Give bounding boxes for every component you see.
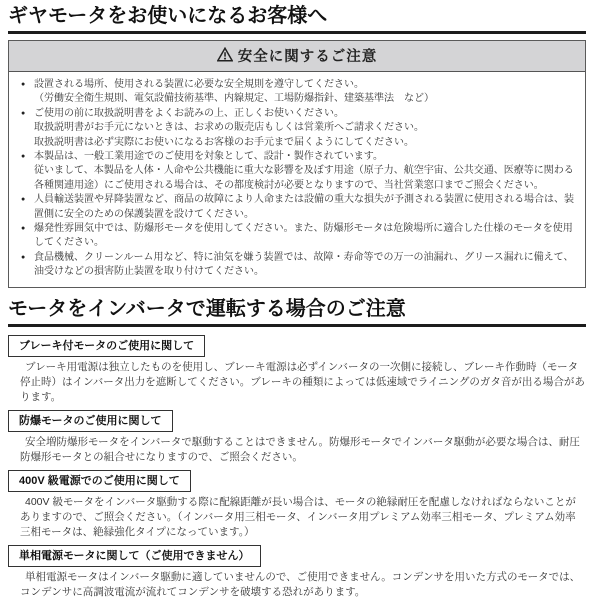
- list-item: [21, 107, 575, 150]
- section-heading: 単相電源モータに関して（ご使用できません）: [8, 545, 261, 568]
- safety-text-line: 食品機械、クリーンルーム用など、特に油気を嫌う装置では、故障・寿命等での万一の油漏れ、グリース漏れに備えて、油受けなどの損害防止装置を取り付けてください。: [34, 251, 574, 278]
- safety-text-line: （労働安全衛生規則、電気設備技術基準、内線規定、工場防爆指針、建築基準法 など）: [34, 93, 434, 105]
- section-body: 400V 級モータをインバータ駆動する際に配線距離が長い場合は、モータの絶縁耐圧を配慮しなければならないことがありますので、ご照会ください。（インバータ用三相モータ、インバータ用プレミアム効率三相モータ、プレミアム効率三相モータは、絶縁強化タイプになっています。）: [20, 496, 576, 538]
- inverter-section-title: モータをインバータで運転する場合のご注意: [8, 297, 586, 327]
- section-body: 単相電源モータはインバータ駆動に適していませんので、ご使用できません。コンデンサを用いた方式のモータでは、コンデンサに高調波電流が流れてコンデンサを破壊する恐れがあります。: [20, 571, 581, 598]
- bullet-icon: ●: [21, 196, 26, 204]
- safety-text-line: ご使用の前に取扱説明書をよくお読みの上、正しくお使いください。: [34, 107, 344, 119]
- safety-notice-box: [8, 40, 586, 288]
- list-item: [21, 251, 575, 280]
- bullet-icon: ●: [21, 225, 26, 233]
- safety-text-line: 爆発性雰囲気中では、防爆形モータを使用してください。また、防爆形モータは危険場所に適合した仕様のモータを使用してください。: [34, 223, 573, 249]
- inverter-sections: [8, 335, 586, 600]
- list-item: [21, 150, 575, 193]
- section-body: 安全増防爆形モータをインバータで駆動することはできません。防爆形モータでインバータ駆動が必要な場合は、耐圧防爆形モータとの組合せになりますので、ご照会ください。: [20, 436, 580, 463]
- safety-text-line: 従いまして、本製品を人体・人命や公共機能に重大な影響を及ぼす用途（原子力、航空宇宙、公共交通、医療等に関わる各種関連用途）にご使用される場合は、その都度検討が必要となりますので、当社営業窓口までご照会ください。: [34, 165, 574, 191]
- bullet-icon: ●: [21, 253, 26, 261]
- safety-text-line: 取扱説明書がお手元にないときは、お求めの販売店もしくは営業所へご請求ください。: [34, 122, 424, 134]
- bullet-icon: ●: [21, 153, 26, 161]
- section-400v-power: [8, 470, 586, 540]
- safety-text-line: 人員輸送装置や昇降装置など、商品の故障により人命または設備の重大な損失が予測される装置に使用される場合は、装置側に安全のための保護装置を設けてください。: [34, 194, 574, 220]
- safety-header-label: 安全に関するご注意: [237, 49, 378, 65]
- safety-text-line: 設置される場所、使用される装置に必要な安全規則を遵守してください。: [34, 79, 364, 90]
- list-item: [21, 78, 575, 107]
- section-explosion-proof-motor: [8, 410, 586, 465]
- bullet-icon: ●: [21, 81, 26, 88]
- safety-bullet-list: [9, 72, 585, 287]
- section-single-phase-motor: [8, 545, 586, 600]
- section-heading: ブレーキ付モータのご使用に関して: [8, 335, 205, 358]
- safety-box-header: [9, 41, 585, 72]
- bullet-icon: ●: [21, 109, 26, 117]
- section-body: ブレーキ用電源は独立したものを使用し、ブレーキ電源は必ずインバータの一次側に接続し、ブレーキ作動時（モータ停止時）はインバータ出力を遮断してください。ブレーキの種類によっては低速域でライニングのガタ音が出る場合があります。: [20, 361, 585, 403]
- warning-triangle-icon: [217, 47, 233, 66]
- list-item: [21, 222, 575, 251]
- section-heading: 防爆モータのご使用に関して: [8, 410, 173, 433]
- safety-text-line: 取扱説明書は必ず実際にお使いになるお客様のお手元まで届くようにしてください。: [34, 136, 414, 148]
- page-title: ギヤモータをお使いになるお客様へ: [8, 4, 586, 34]
- section-brake-motor: [8, 335, 586, 405]
- safety-text-line: 本製品は、一般工業用途でのご使用を対象として、設計・製作されています。: [34, 151, 383, 163]
- list-item: [21, 193, 575, 222]
- section-heading: 400V 級電源でのご使用に関して: [8, 470, 191, 493]
